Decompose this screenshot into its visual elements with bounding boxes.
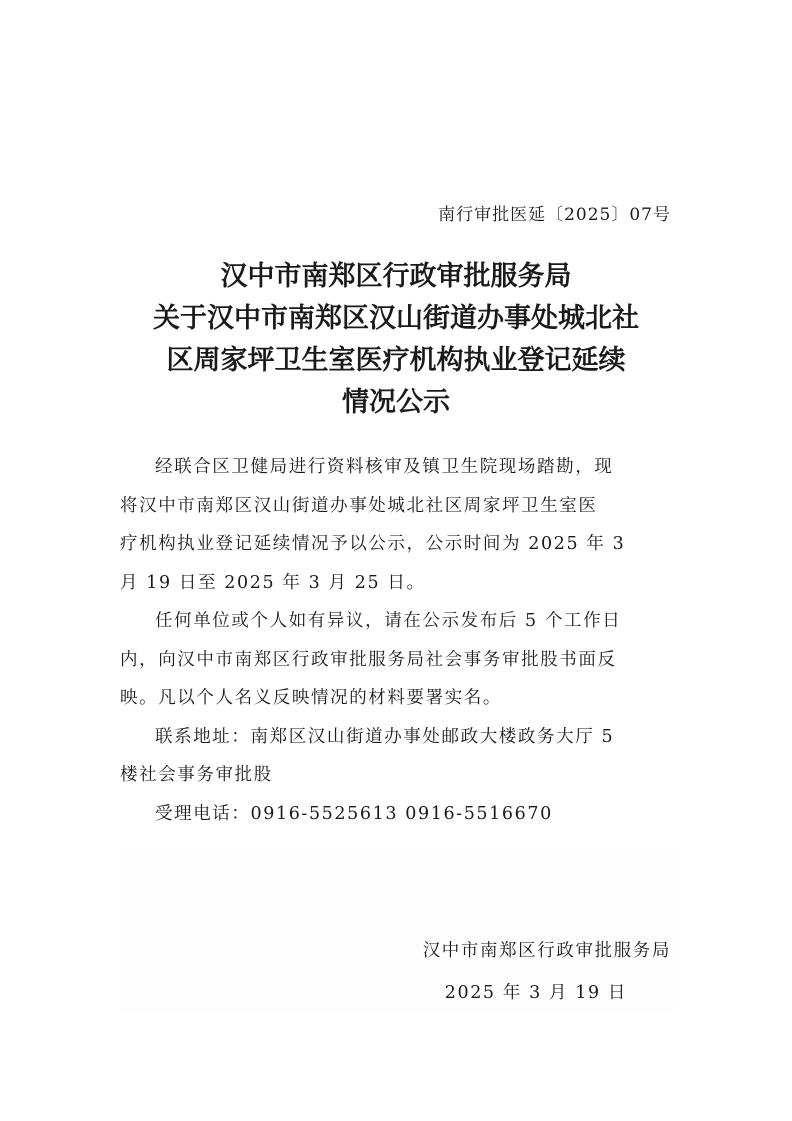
- title-line: 关于汉中市南郑区汉山街道办事处城北社: [153, 303, 639, 334]
- text-line: 内，向汉中市南郑区行政审批服务局社会事务审批股书面反: [120, 649, 617, 670]
- text-line: 疗机构执业登记延续情况予以公示，公示时间为 2025 年 3: [120, 534, 626, 554]
- text-line: 将汉中市南郑区汉山街道办事处城北社区周家坪卫生室医: [120, 495, 598, 516]
- text-line: 受理电话：0916-5525613 0916-5516670: [155, 803, 553, 824]
- title-line: 情况公示: [342, 387, 450, 418]
- signature-date: 2025 年 3 月 19 日: [444, 983, 627, 1003]
- paragraph-objection: [120, 602, 675, 718]
- paragraph-review: [120, 448, 675, 602]
- text-line: 联系地址：南郑区汉山街道办事处邮政大楼政务大厅 5: [155, 726, 615, 747]
- text-line: 楼社会事务审批股: [120, 765, 273, 785]
- document-title: [100, 256, 692, 424]
- title-line: 汉中市南郑区行政审批服务局: [220, 261, 572, 292]
- document-body: [120, 448, 675, 833]
- text-line: 经联合区卫健局进行资料核审及镇卫生院现场踏勘，现: [155, 457, 614, 477]
- document-number: 南行审批医延〔2025〕07号: [438, 205, 671, 225]
- text-line: 任何单位或个人如有异议，请在公示发布后 5 个工作日: [155, 611, 622, 631]
- paragraph-address: [120, 718, 675, 795]
- signature-organization: 汉中市南郑区行政审批服务局: [422, 941, 671, 961]
- text-line: 映。凡以个人名义反映情况的材料要署实名。: [120, 688, 502, 708]
- text-line: 月 19 日至 2025 年 3 月 25 日。: [120, 572, 426, 593]
- title-line: 区周家坪卫生室医疗机构执业登记延续: [166, 345, 626, 376]
- paragraph-phone: [120, 795, 675, 834]
